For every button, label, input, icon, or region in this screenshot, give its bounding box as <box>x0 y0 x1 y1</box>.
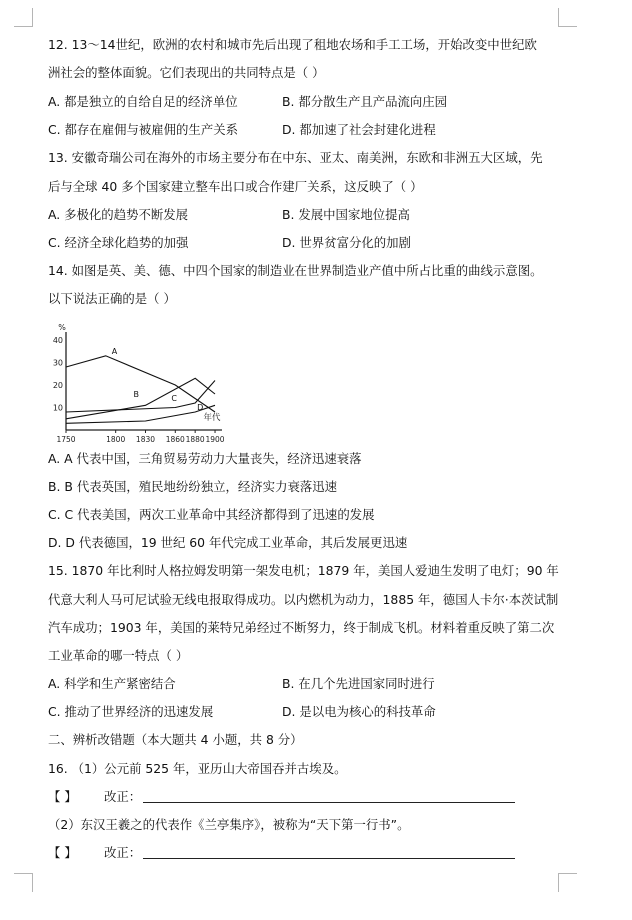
q16-bracket1: 【 】 <box>48 789 77 804</box>
y-axis-unit-label: % <box>58 323 66 332</box>
q16-fix-label2: 改正： <box>104 845 142 860</box>
x-tick-label: 1830 <box>135 435 156 444</box>
x-axis-title: 年代 <box>203 413 221 423</box>
y-tick-label: 30 <box>52 358 63 368</box>
q15-option-a: A. 科学和生产紧密结合 <box>48 676 176 691</box>
crop-mark-bottom-left <box>14 873 33 892</box>
q16-bracket2: 【 】 <box>48 845 77 860</box>
series-label-b: B <box>133 389 140 399</box>
q14-option-b: B. B 代表英国，殖民地纷纷独立，经济实力衰落迅速 <box>48 479 338 494</box>
x-tick-label: 1860 <box>165 435 185 444</box>
x-tick-label: 1880 <box>185 435 205 444</box>
q15-option-c: C. 推动了世界经济的迅速发展 <box>48 704 214 719</box>
y-tick-label: 10 <box>52 403 63 413</box>
q16-fix-label1: 改正： <box>104 789 142 804</box>
q13-stem-line2: 后与全球 40 多个国家建立整车出口或合作建厂关系，这反映了（ ） <box>48 179 423 194</box>
q12-stem-line2: 洲社会的整体面貌。它们表现出的共同特点是（ ） <box>48 65 325 80</box>
q16-answer-blank1[interactable] <box>143 790 515 803</box>
q12-option-b: B. 都分散生产且产品流向庄园 <box>282 94 448 109</box>
crop-mark-top-left <box>14 8 33 27</box>
q16-answer-row1 <box>48 789 515 805</box>
q14-option-c: C. C 代表美国，两次工业革命中其经济都得到了迅速的发展 <box>48 507 375 522</box>
q15-option-d: D. 是以电为核心的科技革命 <box>282 704 436 719</box>
q16-answer-row2 <box>48 845 515 861</box>
q15-stem-line4: 工业革命的哪一特点（ ） <box>48 648 189 663</box>
q14-stem-line2: 以下说法正确的是（ ） <box>48 291 176 306</box>
y-tick-label: 40 <box>52 336 63 345</box>
q15-stem-line3: 汽车成功；1903 年，美国的莱特兄弟经过不断努力，终于制成飞机。材料着重反映了第二次 <box>48 620 555 635</box>
y-tick-label: 20 <box>52 381 63 390</box>
q14-stem-line1: 14. 如图是英、美、德、中四个国家的制造业在世界制造业产值中所占比重的曲线示意图。 <box>48 263 543 278</box>
q12-option-d: D. 都加速了社会封建化进程 <box>282 122 436 137</box>
q16-answer-blank2[interactable] <box>143 846 515 859</box>
manufacturing-share-chart <box>44 318 244 446</box>
q12-option-a: A. 都是独立的自给自足的经济单位 <box>48 94 238 109</box>
q15-option-b: B. 在几个先进国家同时进行 <box>282 676 435 691</box>
series-label-a: A <box>111 346 118 356</box>
q14-option-a: A. A 代表中国，三角贸易劳动力大量丧失，经济迅速衰落 <box>48 451 362 466</box>
q13-stem-line1: 13. 安徽奇瑞公司在海外的市场主要分布在中东、亚太、南美洲，东欧和非洲五大区域，先 <box>48 150 543 165</box>
x-tick-label: 1900 <box>205 435 225 444</box>
q13-option-a: A. 多极化的趋势不断发展 <box>48 207 189 222</box>
crop-mark-bottom-right <box>558 873 577 892</box>
x-tick-label: 1750 <box>56 435 76 444</box>
crop-mark-top-right <box>558 8 577 27</box>
q15-stem-line2: 代意大利人马可尼试验无线电报取得成功。以内燃机为动力，1885 年，德国人卡尔·本茨试制 <box>48 592 559 607</box>
q15-stem-line1: 15. 1870 年比利时人格拉姆发明第一架发电机；1879 年，美国人爱迪生发明了电灯；90 年 <box>48 563 559 578</box>
q13-option-c: C. 经济全球化趋势的加强 <box>48 235 189 250</box>
series-label-d: D <box>197 403 204 412</box>
q16-item1: 16. （1）公元前 525 年，亚历山大帝国吞并古埃及。 <box>48 761 347 776</box>
series-line-d <box>66 405 215 423</box>
q12-stem-line1: 12. 13～14世纪，欧洲的农村和城市先后出现了租地农场和手工工场，开始改变中世纪欧 <box>48 37 537 52</box>
q12-option-c: C. 都存在雇佣与被雇佣的生产关系 <box>48 122 238 137</box>
q13-option-d: D. 世界贫富分化的加剧 <box>282 235 411 250</box>
x-tick-label: 1800 <box>106 435 126 444</box>
q14-option-d: D. D 代表德国，19 世纪 60 年代完成工业革命，其后发展更迅速 <box>48 535 408 550</box>
q13-option-b: B. 发展中国家地位提高 <box>282 207 410 222</box>
q16-item2: （2）东汉王羲之的代表作《兰亭集序》，被称为“天下第一行书”。 <box>48 817 410 832</box>
series-label-c: C <box>171 394 177 403</box>
section2-heading: 二、辨析改错题（本大题共 4 小题，共 8 分） <box>48 732 303 747</box>
